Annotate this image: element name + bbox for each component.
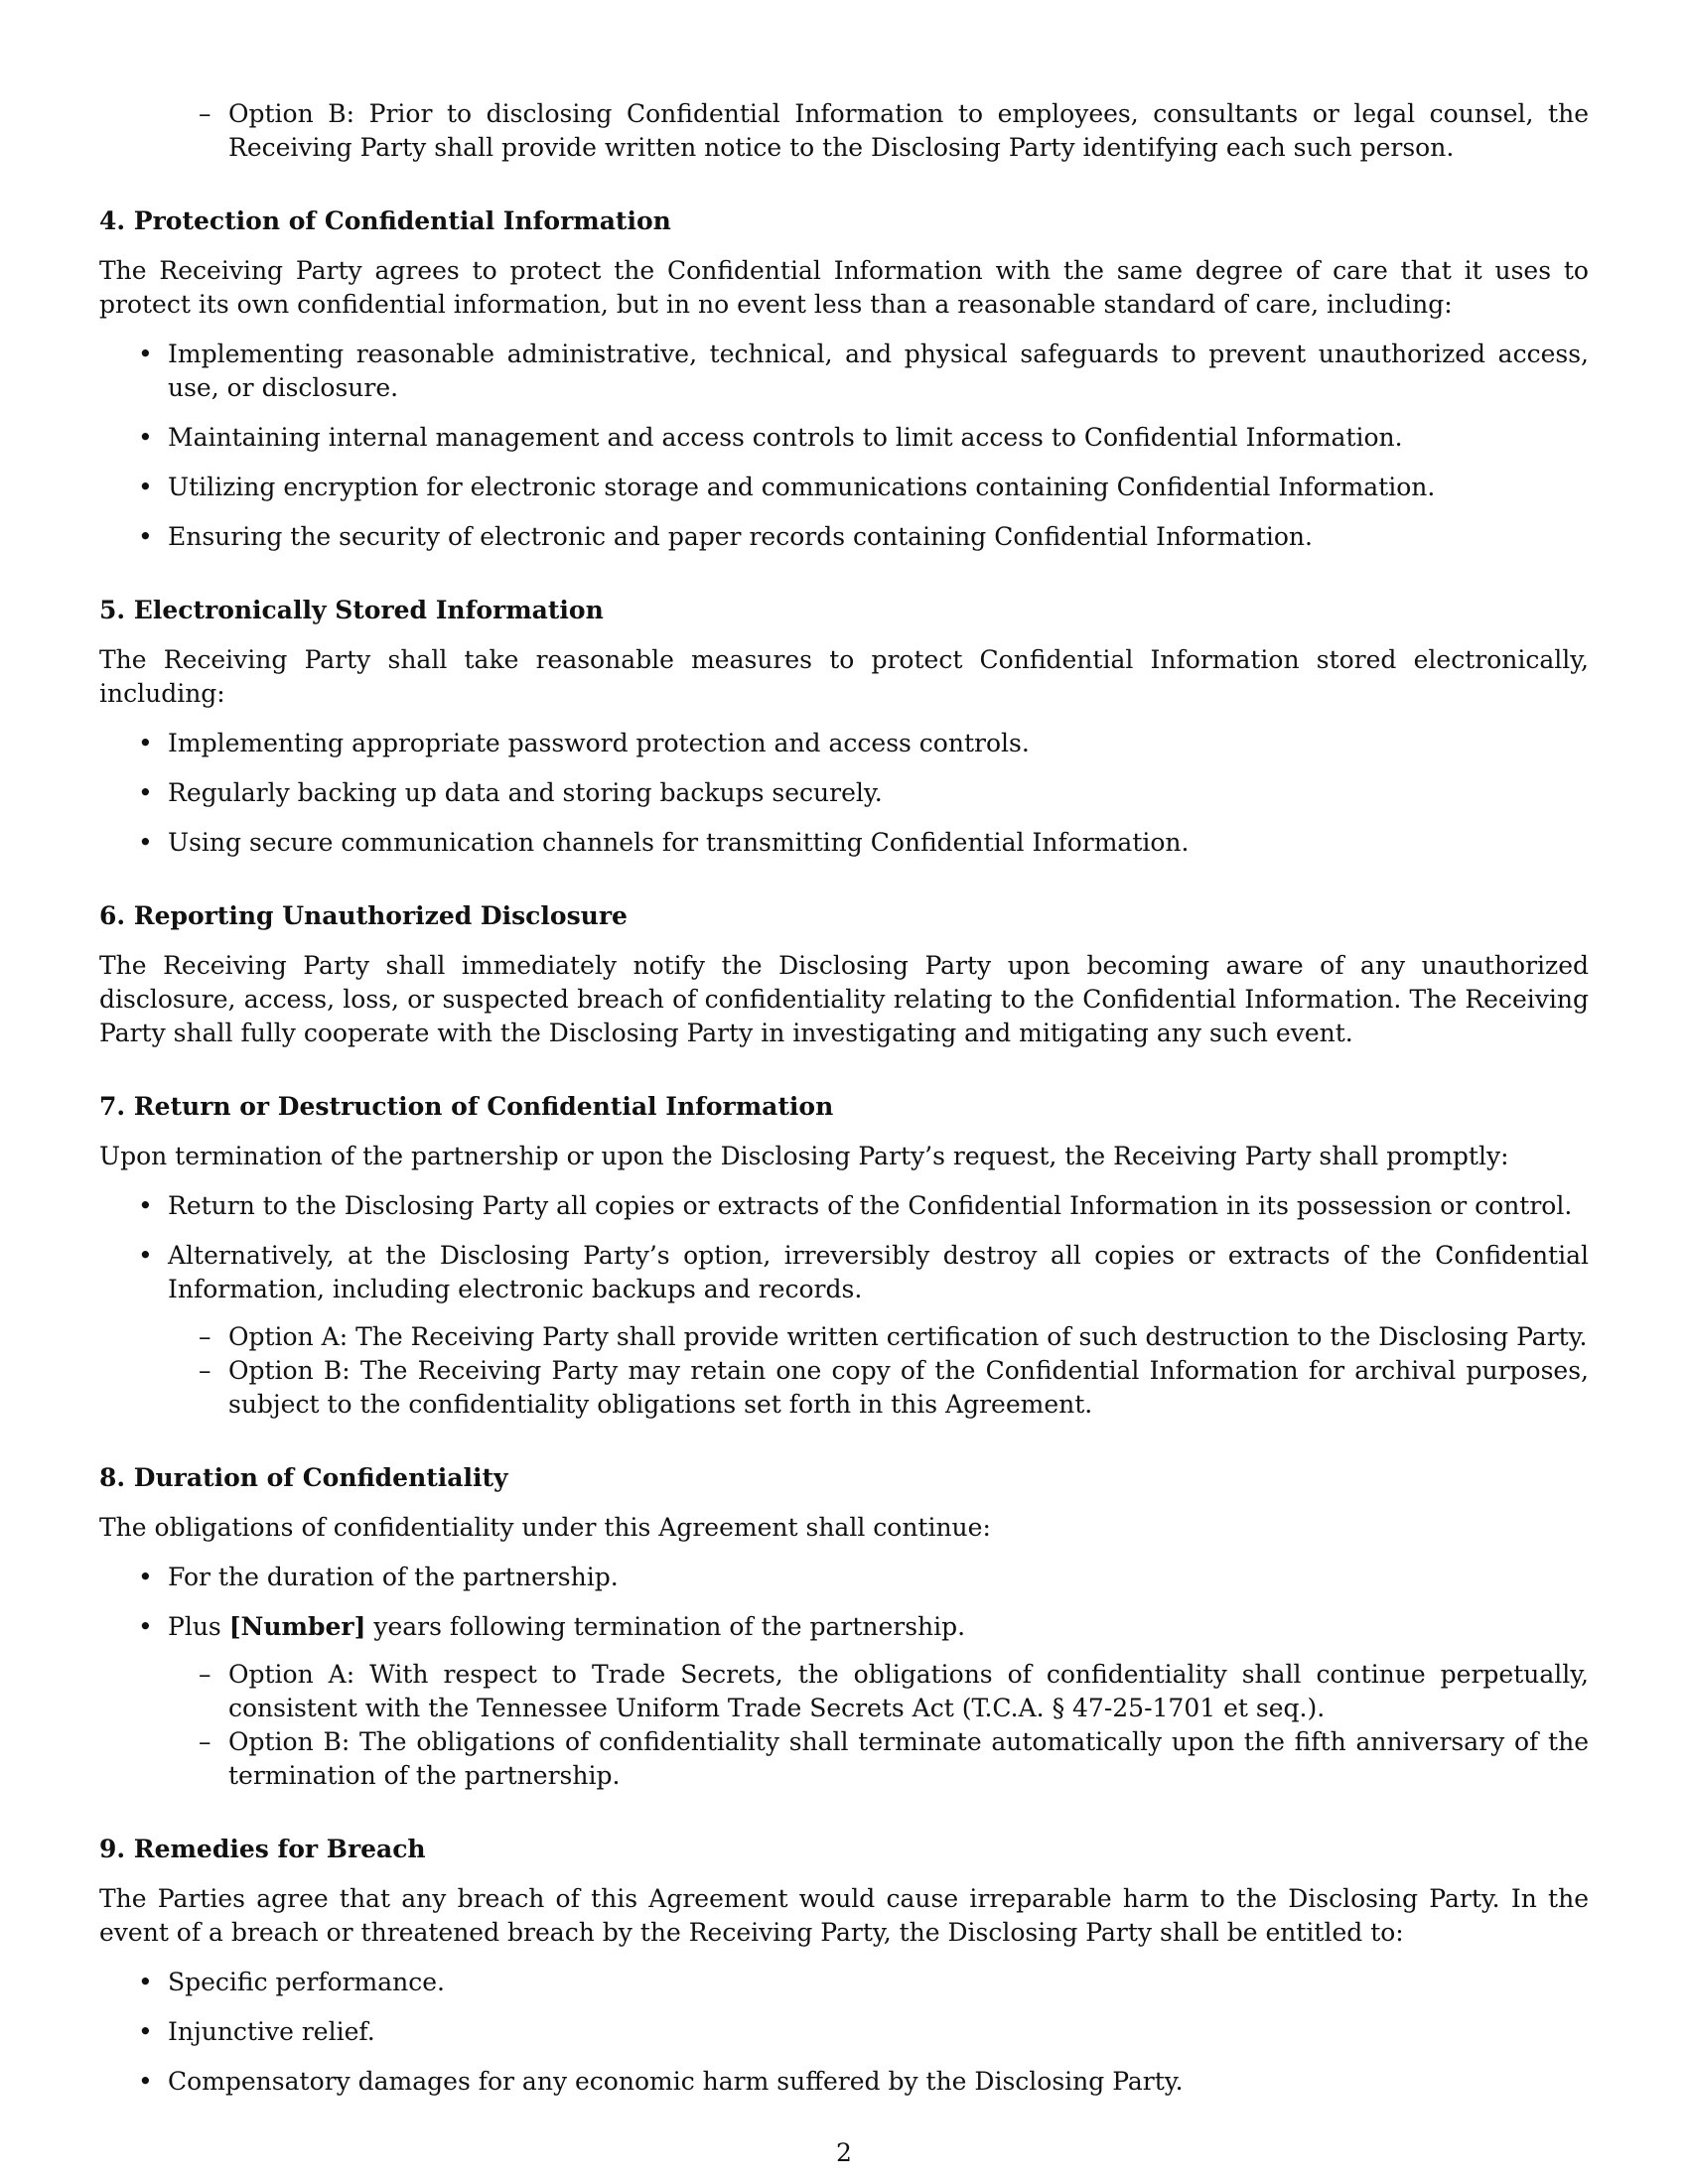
section-intro: The Receiving Party agrees to protect the Confidential Information with the same degree of care that it uses to protect its own confidential information, but in no event less than a reasonable standard of care, including: xyxy=(99,256,1589,319)
placeholder-number: [Number] xyxy=(228,1612,366,1641)
list-item-suffix: years following termination of the partnership. xyxy=(365,1612,966,1641)
section-heading: 8. Duration of Confidentiality xyxy=(99,1463,508,1492)
section-heading: 9. Remedies for Breach xyxy=(99,1835,426,1863)
section-5 xyxy=(99,594,1589,860)
section-4 xyxy=(99,205,1589,554)
document-body xyxy=(99,97,1589,2099)
list-item-text: Alternatively, at the Disclosing Party’s option, irreversibly destroy all copies or extracts of the Confidential Information, including electronic backups and records. xyxy=(168,1241,1589,1303)
list-item: • Return to the Disclosing Party all copies or extracts of the Confidential Information in its possession or control. xyxy=(99,1189,1589,1223)
section-heading: 5. Electronically Stored Information xyxy=(99,596,604,624)
bullet-list xyxy=(99,727,1589,860)
list-item: • Regularly backing up data and storing backups securely. xyxy=(99,776,1589,810)
list-item-prefix: Plus xyxy=(168,1612,229,1641)
option-item: – Option A: With respect to Trade Secrets, the obligations of confidentiality shall continue perpetually, consistent with the Tennessee Uniform Trade Secrets Act (T.C.A. § 47-25-1701 et seq.). xyxy=(168,1658,1589,1725)
bullet-list xyxy=(99,338,1589,554)
section-intro: The Parties agree that any breach of this Agreement would cause irreparable harm to the Disclosing Party. In the event of a breach or threatened breach by the Receiving Party, the Disclosing Party shall be entitled to: xyxy=(99,1884,1589,1947)
option-item: – Option A: The Receiving Party shall provide written certification of such destruction to the Disclosing Party. xyxy=(168,1320,1589,1354)
bullet-list xyxy=(99,1966,1589,2099)
section-intro: The obligations of confidentiality under this Agreement shall continue: xyxy=(99,1513,991,1542)
list-item xyxy=(99,1239,1589,1422)
list-item: • Injunctive relief. xyxy=(99,2015,1589,2049)
bullet-list xyxy=(99,1189,1589,1422)
list-item: • Maintaining internal management and access controls to limit access to Confidential Information. xyxy=(99,421,1589,455)
list-item: • Using secure communication channels for transmitting Confidential Information. xyxy=(99,826,1589,860)
section-heading: 4. Protection of Confidential Information xyxy=(99,206,671,235)
list-item: • Implementing appropriate password protection and access controls. xyxy=(99,727,1589,760)
list-item: • Specific performance. xyxy=(99,1966,1589,1999)
option-b-item: – Option B: Prior to disclosing Confidential Information to employees, consultants or legal counsel, the Receiving Party shall provide written notice to the Disclosing Party identifying each such person. xyxy=(99,97,1589,165)
list-item-text xyxy=(168,1612,965,1641)
bullet-list xyxy=(99,1561,1589,1793)
list-item xyxy=(99,1610,1589,1793)
list-item: • For the duration of the partnership. xyxy=(99,1561,1589,1594)
option-item: – Option B: The Receiving Party may retain one copy of the Confidential Information for archival purposes, subject to the confidentiality obligations set forth in this Agreement. xyxy=(168,1354,1589,1422)
section-9 xyxy=(99,1833,1589,2099)
section-body: The Receiving Party shall immediately notify the Disclosing Party upon becoming aware of any unauthorized disclosure, access, loss, or suspected breach of confidentiality relating to the Confidential Information. The Receiving Party shall fully cooperate with the Disclosing Party in investigating and mitigating any such event. xyxy=(99,951,1589,1047)
section-intro: Upon termination of the partnership or upon the Disclosing Party’s request, the Receiving Party shall promptly: xyxy=(99,1142,1509,1170)
options-list xyxy=(168,1320,1589,1422)
section-8 xyxy=(99,1461,1589,1793)
options-list xyxy=(168,1658,1589,1793)
section-heading: 7. Return or Destruction of Confidential Information xyxy=(99,1092,834,1121)
section-intro: The Receiving Party shall take reasonable measures to protect Confidential Information stored electronically, including: xyxy=(99,645,1589,708)
list-item: • Implementing reasonable administrative, technical, and physical safeguards to prevent unauthorized access, use, or disclosure. xyxy=(99,338,1589,405)
section-heading: 6. Reporting Unauthorized Disclosure xyxy=(99,901,628,930)
option-item: – Option B: The obligations of confidentiality shall terminate automatically upon the fifth anniversary of the termination of the partnership. xyxy=(168,1725,1589,1793)
section-7 xyxy=(99,1090,1589,1422)
continued-options-list xyxy=(99,97,1589,165)
list-item: • Ensuring the security of electronic and paper records containing Confidential Information. xyxy=(99,520,1589,554)
page-number: 2 xyxy=(836,2138,852,2167)
section-6 xyxy=(99,899,1589,1050)
list-item: • Utilizing encryption for electronic storage and communications containing Confidential Information. xyxy=(99,471,1589,504)
list-item: • Compensatory damages for any economic harm suffered by the Disclosing Party. xyxy=(99,2065,1589,2099)
